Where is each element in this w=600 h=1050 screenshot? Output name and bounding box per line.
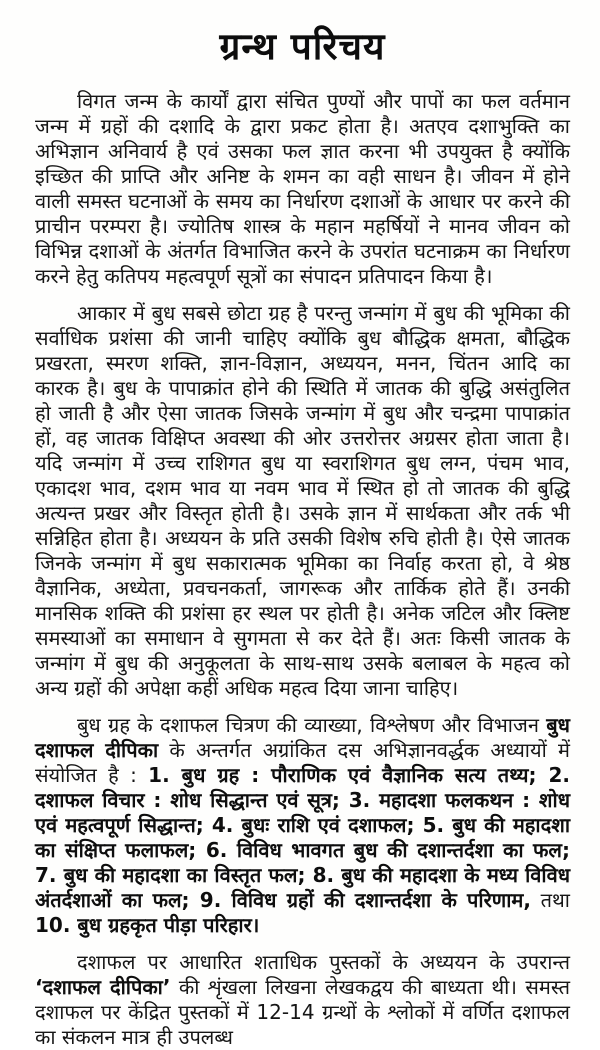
text-run: विगत जन्म के कार्यों द्वारा संचित पुण्यों और पापों का फल वर्तमान जन्म में ग्रहों की दशादि के द्वारा प्रकट होता है। अतएव दशाभुक्ति का अभिज्ञान अनिवार्य है एवं उसका फल ज्ञात करना भी उपयुक्त है क्योंकि इच्छित की प्राप्ति और अनिष्ट के शमन का वही साधन है। जीवन में होने वाली समस्त घटनाओं के समय का निर्धारण दशाओं के आधार पर करने की प्राचीन परम्परा है। ज्योतिष शास्त्र के महान महर्षियों ने मानव जीवन को विभिन्न दशाओं के अंतर्गत विभाजित करने के उपरांत घटनाक्रम का निर्धारण करने हेतु कतिपय महत्वपूर्ण सूत्रों का संपादन प्रतिपादन किया है। <box>35 88 570 288</box>
text-run: दशाफल पर आधारित शताधिक पुस्तकों के अध्ययन के उपरान्त <box>77 949 570 974</box>
page-title: ग्रन्थ परिचय <box>219 25 386 68</box>
text-run: की शृंखला लिखना लेखकद्वय की बाध्यता थी। समस्त दशाफल पर केंद्रित पुस्तकों में 12-14 ग्रन्थों के श्लोकों में वर्णित दशाफल का संकलन मात्र ही उपलब्ध <box>35 974 570 1049</box>
text-run: बुध दशाफल दीपिका <box>35 712 570 762</box>
text-run: बुध ग्रह के दशाफल चित्रण की व्याख्या, विश्लेषण और विभाजन <box>77 712 547 737</box>
paragraph <box>35 89 570 289</box>
paragraph <box>35 301 570 701</box>
text-run: तथा <box>530 887 570 912</box>
text-run: ‘दशाफल दीपिका’ <box>35 974 171 999</box>
page-content <box>35 89 570 1050</box>
text-run: के अन्तर्गत अग्रांकित दस अभिज्ञानवर्द्धक अध्यायों में संयोजित है : <box>35 737 570 787</box>
paragraph <box>35 713 570 938</box>
text-run: आकार में बुध सबसे छोटा ग्रह है परन्तु जन्मांग में बुध की भूमिका की सर्वाधिक प्रशंसा की जानी चाहिए क्योंकि बुध बौद्धिक क्षमता, बौद्धिक प्रखरता, स्मरण शक्ति, ज्ञान-विज्ञान, अध्ययन, मनन, चिंतन आदि का कारक है। बुध के पापाक्रांत होने की स्थिति में जातक की बुद्धि असंतुलित हो जाती है और ऐसा जातक जिसके जन्मांग में बुध और चन्द्रमा पापाक्रांत हों, वह जातक विक्षिप्त अवस्था की ओर उत्तरोत्तर अग्रसर होता जाता है। यदि जन्मांग में उच्च राशिगत बुध या स्वराशिगत बुध लग्न, पंचम भाव, एकादश भाव, दशम भाव या नवम भाव में स्थित हो तो जातक की बुद्धि अत्यन्त प्रखर और विस्तृत होती है। उसके ज्ञान में सार्थकता और तर्क भी सन्निहित होता है। अध्ययन के प्रति उसकी विशेष रुचि होती है। ऐसे जातक जिनके जन्मांग में बुध सकारात्मक भूमिका का निर्वाह करता हो, वे श्रेष्ठ वैज्ञानिक, अध्येता, प्रवचनकर्ता, जागरूक और तार्किक होते हैं। उनकी मानसिक शक्ति की प्रशंसा हर स्थल पर होती है। अनेक जटिल और क्लिष्ट समस्याओं का समाधान वे सुगमता से कर देते हैं। अतः किसी जातक के जन्मांग में बुध की अनुकूलता के साथ-साथ उसके बलाबल के महत्व को अन्य ग्रहों की अपेक्षा कहीं अधिक महत्व दिया जाना चाहिए। <box>35 300 570 700</box>
text-run: 10. बुध ग्रहकृत पीड़ा परिहार। <box>35 912 260 937</box>
text-run: 1. बुध ग्रह : पौराणिक एवं वैज्ञानिक सत्य तथ्य; 2. दशाफल विचार : शोध सिद्धान्त एवं सूत्र; 3. महादशा फलकथन : शोध एवं महत्वपूर्ण सिद्धान्त; 4. बुधः राशि एवं दशाफल; 5. बुध की महादशा का संक्षिप्त फलाफल; 6. विविध भावगत बुध की दशान्तर्दशा का फल; 7. बुध की महादशा का विस्तृत फल; 8. बुध की महादशा के मध्य विविध अंतर्दशाओं का फल; 9. विविध ग्रहों की दशान्तर्दशा के परिणाम, <box>35 762 570 912</box>
